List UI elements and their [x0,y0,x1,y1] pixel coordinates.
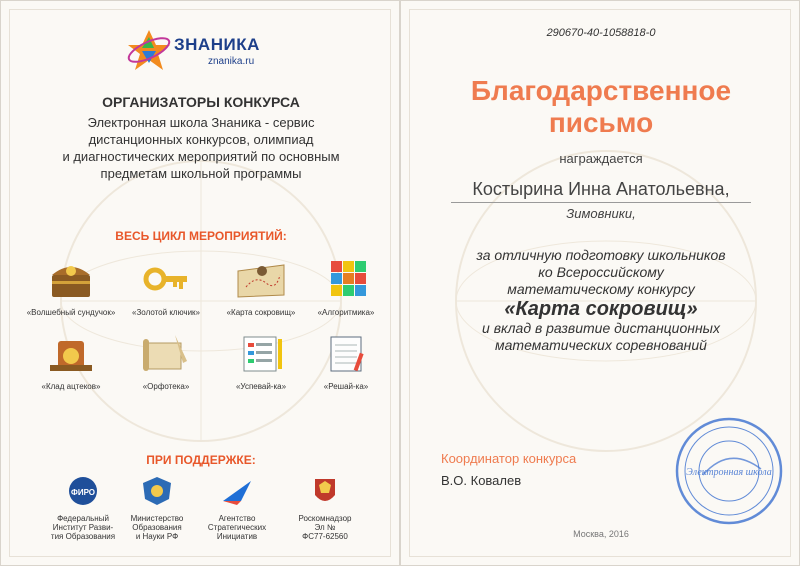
organizers-description-line: дистанционных конкурсов, олимпиад [88,132,314,147]
certificate-title [401,75,800,139]
event-orfoteka[interactable] [116,331,216,391]
sponsor-label-line: Образования [132,523,182,532]
sponsor-label-line: и Науки РФ [135,532,179,541]
reason-line: ко Всероссийскому [538,264,664,280]
sponsor-label-line: Министерство [130,514,184,523]
event-golden-key[interactable] [116,257,216,317]
reason-line: математических соревнований [495,337,707,353]
event-label: «Алгоритмика» [317,308,375,317]
planner-icon [234,331,288,375]
event-reshayka[interactable] [296,331,396,391]
znanika-star-icon [126,27,172,73]
rubiks-cube-icon [319,257,373,301]
event-magic-chest[interactable] [21,257,121,317]
sponsor-label-line: тия Образования [50,532,116,541]
znanika-logo[interactable] [126,27,286,73]
sponsor-label-line: Роскомнадзор [298,514,352,523]
place-and-year: Москва, 2016 [573,529,629,539]
stamp-seal-icon [673,415,785,527]
awarded-text: награждается [559,151,643,166]
sponsor-label-line: Эл № [314,523,336,532]
treasure-chest-icon [44,257,98,301]
event-label: «Орфотека» [142,382,190,391]
sponsor-label-line: Федеральный [57,514,109,523]
scroll-quill-icon [139,331,193,375]
firo-logo-text: ФИРО [70,488,96,497]
aztec-treasure-icon [44,331,98,375]
logo-url-text: znanika.ru [208,56,255,67]
certificate-id: 290670-40-1058818-0 [546,27,656,39]
reason-line: и вклад в развитие дистанционных [482,320,720,336]
asi-logo-icon [217,475,257,507]
ministry-emblem-icon [137,475,177,507]
certificate-title-line: письмо [548,107,654,138]
event-label: «Золотой ключик» [132,308,200,317]
recipient-city: Зимовники, [566,206,636,221]
certificate-title-line: Благодарственное [470,75,732,106]
sponsor-label-line: ФС77-62560 [302,532,348,541]
sponsor-label-line: Стратегических [207,523,267,532]
firo-logo-icon [63,475,103,507]
sponsor-label-line: Агентство [218,514,256,523]
event-label: «Волшебный сундучок» [26,308,116,317]
organizers-description [21,114,381,182]
organizers-title: ОРГАНИЗАТОРЫ КОНКУРСА [102,94,300,110]
stamp-text: Электронная школа [686,467,772,478]
award-reason [401,247,800,354]
organizers-description-line: предметам школьной программы [100,166,302,181]
certificate-page [400,0,800,566]
organizers-description-line: Электронная школа Знаника - сервис [87,115,315,130]
reason-line: за отличную подготовку школьников [476,247,726,263]
coordinator-name: В.О. Ковалев [441,473,522,488]
notebook-icon [319,331,373,375]
event-label: «Клад ацтеков» [41,382,101,391]
recipient-underline [451,202,751,203]
sponsor-label-line: Инициатив [216,532,258,541]
events-cycle-title: ВЕСЬ ЦИКЛ МЕРОПРИЯТИЙ: [115,229,287,243]
recipient-name: Костырина Инна Анатольевна, [472,179,730,199]
event-label: «Успевай-ка» [235,382,287,391]
reason-line: математическому конкурсу [507,281,695,297]
event-aztec-treasure[interactable] [21,331,121,391]
event-label: «Карта сокровищ» [226,308,296,317]
coordinator-title: Координатор конкурса [441,451,577,466]
support-title: ПРИ ПОДДЕРЖКЕ: [146,453,256,467]
event-label: «Решай-ка» [323,382,369,391]
event-algorithmics[interactable] [296,257,396,317]
golden-key-icon [139,257,193,301]
sponsor-label [189,514,285,541]
sponsor-label [277,514,373,541]
sponsor-asi[interactable] [189,475,285,541]
russian-coat-of-arms-icon [305,475,345,507]
contest-name: «Карта сокровищ» [504,298,698,320]
sponsor-roskomnadzor[interactable] [277,475,373,541]
logo-brand-text: ЗНАНИКА [174,35,260,54]
treasure-map-icon [234,257,288,301]
organizers-description-line: и диагностических мероприятий по основным [62,149,340,164]
sponsor-label-line: Институт Разви- [52,523,114,532]
